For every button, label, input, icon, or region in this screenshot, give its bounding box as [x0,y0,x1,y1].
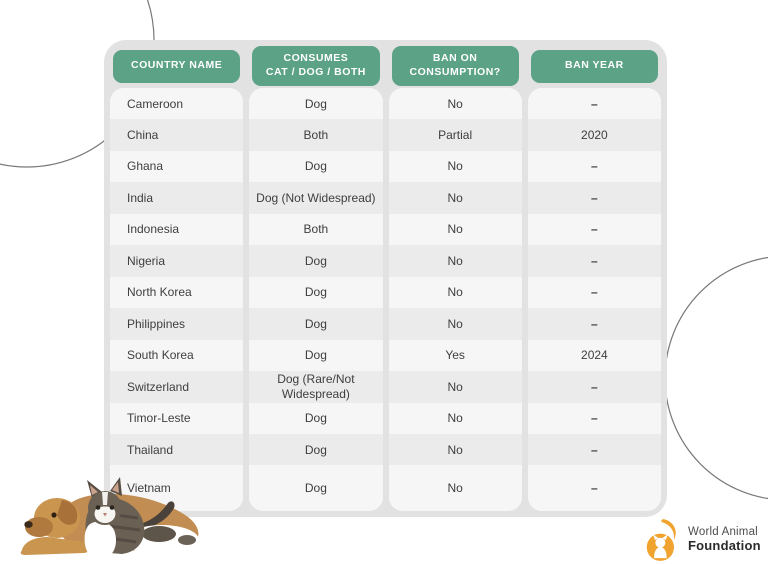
column-body-ban [389,88,522,511]
table-cell: – [528,88,661,119]
table-cell: Dog (Rare/Not Widespread) [249,371,382,402]
table-cell: No [389,277,522,308]
table-cell: No [389,151,522,182]
table-cell: No [389,465,522,511]
header-line: BAN ON [432,52,478,65]
logo-line-foundation: Foundation [688,538,761,554]
table-cell: No [389,308,522,339]
table-cell: – [528,371,661,402]
table-cell: Dog [249,340,382,371]
table-cell: Philippines [110,308,243,339]
table-cell: No [389,214,522,245]
table-cell: Switzerland [110,371,243,402]
table-cell: Both [249,119,382,150]
table-cell: Partial [389,119,522,150]
table-cell: Dog [249,465,382,511]
table-cell: Ghana [110,151,243,182]
header-zone [110,46,243,86]
table-cell: South Korea [110,340,243,371]
table-cell: No [389,371,522,402]
table-cell: No [389,245,522,276]
column-header-ban [392,46,519,86]
table-cell: Timor-Leste [110,403,243,434]
table-cell: – [528,308,661,339]
table-cell: – [528,403,661,434]
table-cell: Dog [249,308,382,339]
table-cell: – [528,277,661,308]
decorative-circle-right [665,256,768,500]
table-cell: – [528,214,661,245]
table-cell: North Korea [110,277,243,308]
table-cell: Vietnam [110,465,243,511]
table-cell: Both [249,214,382,245]
table-cell: No [389,434,522,465]
header-zone [249,46,382,86]
table-cell: No [389,88,522,119]
table-cell: China [110,119,243,150]
table-cell: Cameroon [110,88,243,119]
consumption-table [104,40,667,517]
table-cell: Dog [249,277,382,308]
header-zone [528,46,661,86]
table-cell: Dog (Not Widespread) [249,182,382,213]
column-body-country-name [110,88,243,511]
foundation-logo-text [688,526,761,554]
column-ban-year [528,46,661,511]
table-cell: No [389,182,522,213]
table-cell: Dog [249,151,382,182]
dog-cat-photo [10,472,230,564]
column-header-country-name [113,50,240,83]
header-zone [389,46,522,86]
foundation-logo-icon [644,516,684,564]
table-cell: Dog [249,403,382,434]
table-cell: Dog [249,245,382,276]
table-cell: 2020 [528,119,661,150]
table-cell: Thailand [110,434,243,465]
column-consumes [249,46,382,511]
column-header-consumes [252,46,379,86]
table-cell: 2024 [528,340,661,371]
table-cell: – [528,434,661,465]
foundation-logo [644,516,761,564]
table-cell: – [528,245,661,276]
header-line: CAT / DOG / BOTH [265,66,366,78]
column-ban [389,46,522,511]
header-line: CONSUMPTION? [409,66,501,78]
column-header-ban-year [531,50,658,83]
table-cell: – [528,465,661,511]
table-cell: Dog [249,434,382,465]
header-line: BAN YEAR [565,59,624,72]
column-body-consumes [249,88,382,511]
table-cell: Yes [389,340,522,371]
table-cell: India [110,182,243,213]
header-line: CONSUMES [283,52,349,65]
column-body-ban-year [528,88,661,511]
table-cell: No [389,403,522,434]
table-cell: – [528,151,661,182]
table-cell: Dog [249,88,382,119]
table-cell: – [528,182,661,213]
table-cell: Nigeria [110,245,243,276]
logo-line-world-animal: World Animal [688,525,758,538]
header-line: COUNTRY NAME [131,59,223,72]
table-cell: Indonesia [110,214,243,245]
column-country-name [110,46,243,511]
